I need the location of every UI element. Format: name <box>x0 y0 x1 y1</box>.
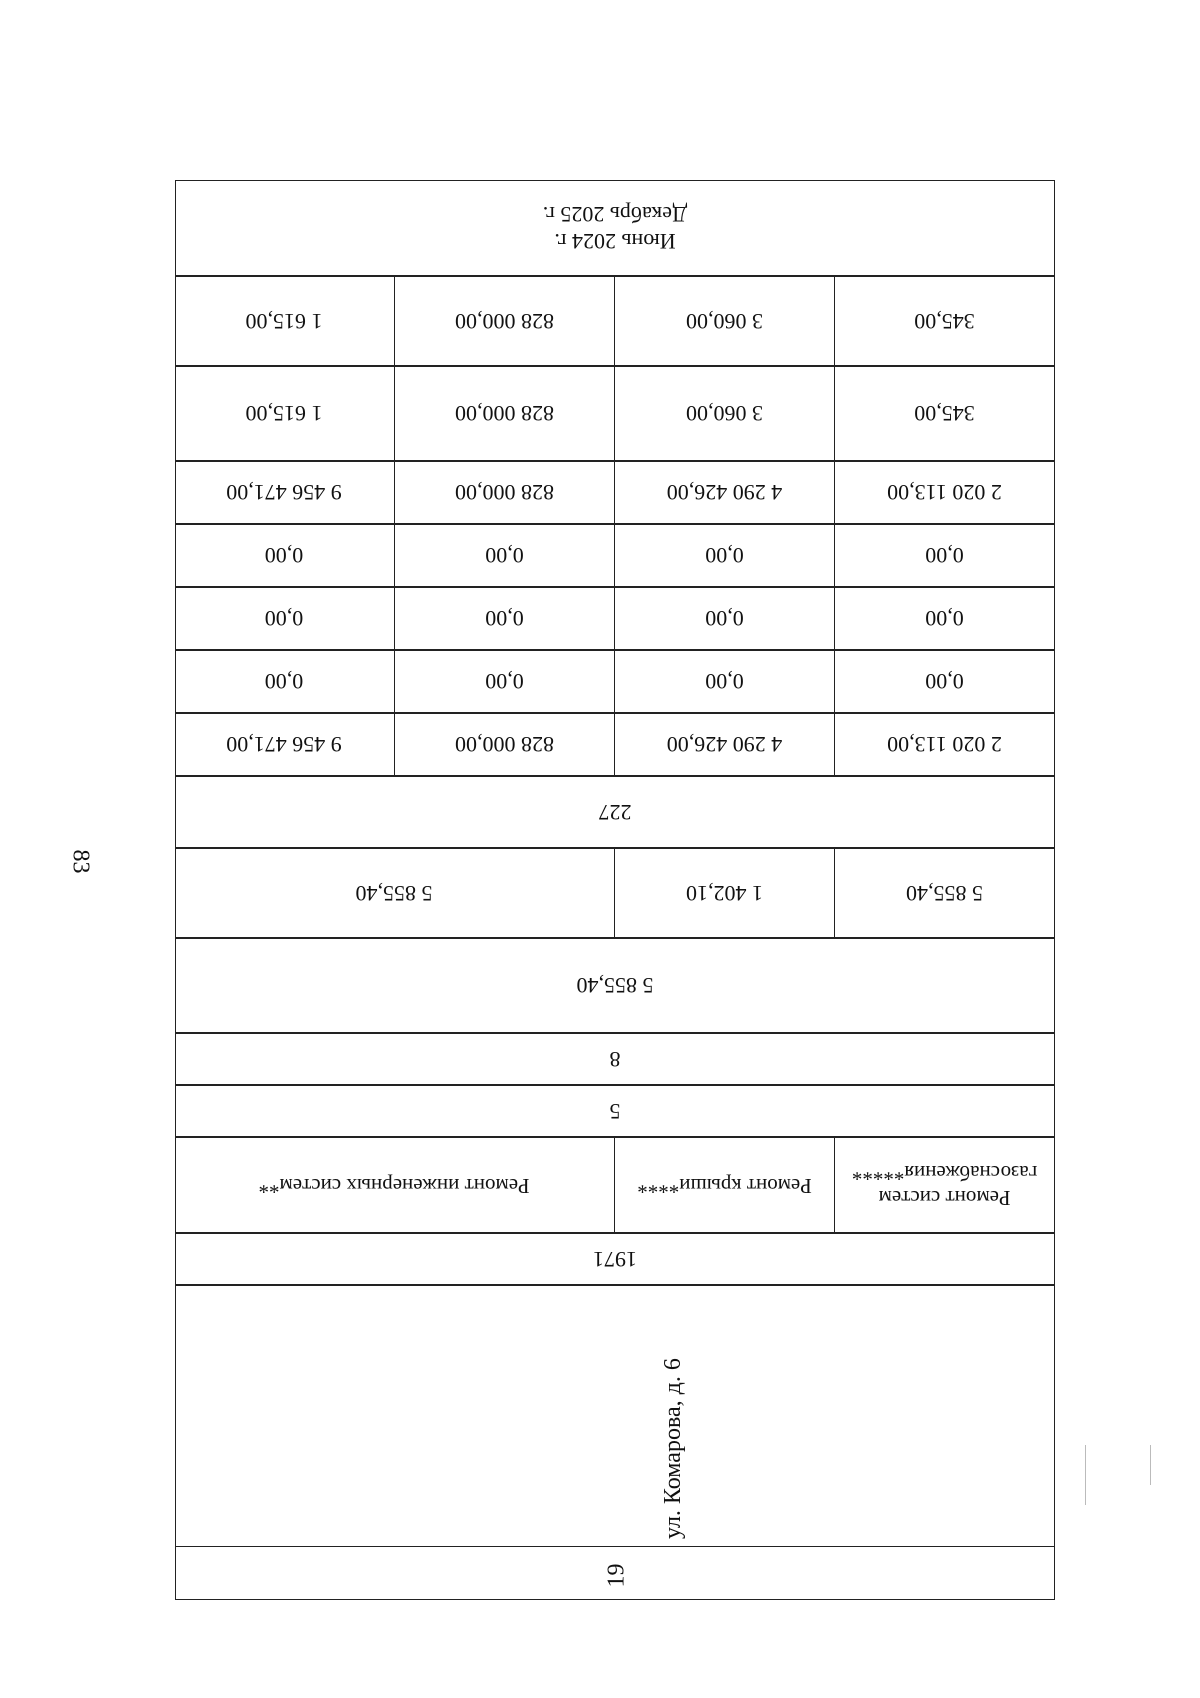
page-number: 83 <box>67 849 94 874</box>
cost-cell: 2 020 113,00 <box>834 714 1054 775</box>
cost-cell: 3 060,00 <box>614 367 834 460</box>
cost-row <box>175 587 1055 650</box>
cost-cell: 4 290 426,00 <box>614 462 834 523</box>
build-year: 1971 <box>593 1247 637 1272</box>
cost-cell: 0,00 <box>614 525 834 586</box>
cost-cell: 0,00 <box>394 651 614 712</box>
cost-cell: 2 020 113,00 <box>834 462 1054 523</box>
cost-cell: 1 615,00 <box>245 309 323 334</box>
cost-cell: 9 456 471,00 <box>226 480 342 506</box>
address-row <box>175 1285 1055 1600</box>
floors-row <box>175 1085 1055 1137</box>
cost-cell: 1 615,00 <box>245 401 323 427</box>
record-index: 19 <box>603 1563 630 1588</box>
cost-cell: 345,00 <box>834 277 1054 365</box>
cost-row <box>175 366 1055 461</box>
cost-cell: 4 290 426,00 <box>614 714 834 775</box>
cost-cell: 0,00 <box>394 588 614 649</box>
cost-cell: 0,00 <box>834 588 1054 649</box>
record-address: ул. Комарова, д. 6 <box>660 1358 686 1539</box>
cost-row <box>175 276 1055 366</box>
cost-cell: 828 000,00 <box>394 462 614 523</box>
cost-row <box>175 650 1055 713</box>
residents-count: 227 <box>598 800 632 825</box>
cost-cell: 0,00 <box>614 651 834 712</box>
capital-repair-table <box>175 145 1055 1600</box>
period-start: Июнь 2024 г. <box>554 229 676 255</box>
scan-artifact <box>1150 1445 1151 1485</box>
total-area-row <box>175 938 1055 1033</box>
cost-cell: 0,00 <box>394 525 614 586</box>
cost-row <box>175 524 1055 587</box>
total-area: 5 855,40 <box>576 973 654 999</box>
cost-cell: 828 000,00 <box>394 714 614 775</box>
cost-cell: 0,00 <box>834 525 1054 586</box>
cost-cell: 0,00 <box>614 588 834 649</box>
areas-row <box>175 848 1055 938</box>
cost-cell: 828 000,00 <box>394 367 614 460</box>
cost-row <box>175 461 1055 524</box>
cost-cell: 828 000,00 <box>394 277 614 365</box>
area-1: 5 855,40 <box>834 849 1054 937</box>
work-gas: Ремонт систем газоснабжения***** <box>834 1138 1054 1232</box>
area-2: 1 402,10 <box>614 849 834 937</box>
cost-cell: 0,00 <box>264 606 304 632</box>
period-end: Декабрь 2025 г. <box>542 202 688 227</box>
work-roof: Ремонт крыши**** <box>614 1138 834 1232</box>
cost-cell: 0,00 <box>264 543 304 569</box>
period-cell <box>176 181 1054 275</box>
entrances-count: 8 <box>609 1047 621 1072</box>
cost-row <box>175 713 1055 776</box>
cost-cell: 345,00 <box>834 367 1054 460</box>
floors-count: 5 <box>609 1099 621 1124</box>
cost-cell: 0,00 <box>834 651 1054 712</box>
cost-cell: 3 060,00 <box>614 277 834 365</box>
entrances-row <box>175 1033 1055 1085</box>
works-row <box>175 1137 1055 1233</box>
period-row <box>175 180 1055 276</box>
scan-artifact <box>1085 1445 1086 1505</box>
residents-row <box>175 776 1055 848</box>
area-3: 5 855,40 <box>355 881 433 906</box>
work-engineering: Ремонт инженерных систем** <box>258 1173 530 1198</box>
year-row <box>175 1233 1055 1285</box>
cost-cell: 9 456 471,00 <box>226 732 342 758</box>
cost-cell: 0,00 <box>264 669 304 695</box>
